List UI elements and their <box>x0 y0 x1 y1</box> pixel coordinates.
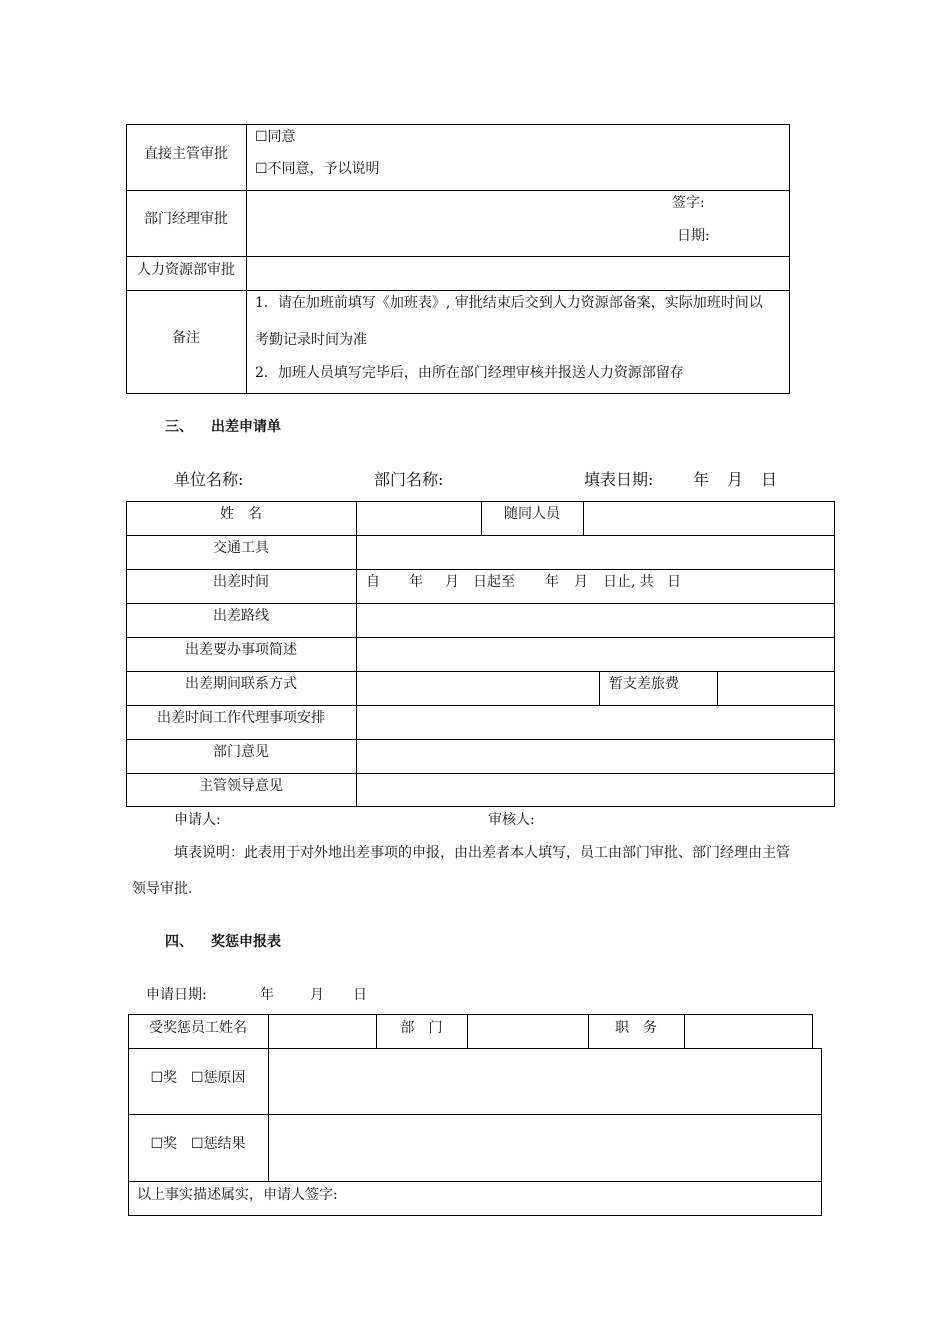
trip-row-line <box>126 569 835 570</box>
approval-table <box>126 124 790 394</box>
section-4-title: 奖惩申报表 <box>211 934 281 950</box>
dept-name-label: 部门名称: <box>374 470 444 489</box>
approval-table-divider <box>246 124 247 394</box>
hr-approval-label: 人力资源部审批 <box>137 262 235 278</box>
employee-name-label: 受奖惩员工姓名 <box>149 1020 247 1036</box>
reward-body-divider <box>268 1048 269 1182</box>
reward-body-line <box>128 1181 822 1182</box>
approval-row-line <box>126 190 790 191</box>
section-4-number: 四、 <box>165 934 193 950</box>
position-label: 职 务 <box>615 1020 657 1036</box>
remarks-label: 备注 <box>172 330 200 346</box>
fill-date-month: 月 <box>727 470 744 489</box>
fill-note-line-2: 领导审批. <box>132 881 193 897</box>
trip-row-line <box>126 603 835 604</box>
fill-date-day: 日 <box>761 470 778 489</box>
trip-time-label: 出差时间 <box>213 574 269 590</box>
summary-label: 出差要办事项简述 <box>185 642 297 658</box>
companions-label: 随同人员 <box>504 506 560 522</box>
trip-row-line <box>126 773 835 774</box>
trip-table-divider <box>356 501 357 807</box>
fill-date-label: 填表日期: <box>584 470 654 489</box>
fill-date-year: 年 <box>693 470 710 489</box>
reward-header-divider <box>268 1014 269 1049</box>
time-days: 日 <box>667 574 681 590</box>
section-3-number: 三、 <box>165 419 193 435</box>
time-day-to: 日止, 共 <box>603 574 654 590</box>
disagree-checkbox[interactable]: ☐不同意，予以说明 <box>255 161 380 177</box>
contact-label: 出差期间联系方式 <box>185 676 297 692</box>
reward-body-line <box>128 1114 822 1115</box>
declaration-text: 以上事实描述属实，申请人签字: <box>137 1187 338 1203</box>
trip-row-line <box>126 739 835 740</box>
name-label: 姓 名 <box>220 506 262 522</box>
transport-label: 交通工具 <box>213 540 269 556</box>
reviewer-label: 审核人: <box>488 812 535 828</box>
time-year-1: 年 <box>409 574 423 590</box>
deputy-label: 出差时间工作代理事项安排 <box>157 710 325 726</box>
dept-opinion-label: 部门意见 <box>213 744 269 760</box>
apply-date-month: 月 <box>310 987 324 1003</box>
supervisor-approval-label: 直接主管审批 <box>144 146 228 162</box>
signature-label: 签字: <box>672 195 705 211</box>
apply-date-year: 年 <box>260 987 274 1003</box>
remark-1-line-1: 1．请在加班前填写《加班表》, 审批结束后交到人力资源部备案，实际加班时间以 <box>255 295 763 311</box>
time-day-from: 日起至 <box>473 574 515 590</box>
remark-2: 2．加班人员填写完毕后，由所在部门经理审核并报送人力资源部留存 <box>255 365 684 381</box>
manager-approval-label: 部门经理审批 <box>144 211 228 227</box>
trip-row-line <box>126 671 835 672</box>
companion-divider-right <box>583 501 584 535</box>
reward-reason-label[interactable]: ☐奖 ☐惩原因 <box>150 1070 246 1086</box>
section-3-title: 出差申请单 <box>211 419 281 435</box>
fill-note-line-1: 填表说明：此表用于对外地出差事项的申报，由出差者本人填写，员工由部门审批、部门经理由主管 <box>174 845 790 861</box>
advance-label: 暂支差旅费 <box>609 676 679 692</box>
approval-row-line <box>126 290 790 291</box>
advance-divider-left <box>599 671 600 705</box>
reward-header-divider <box>684 1014 685 1049</box>
reward-result-label[interactable]: ☐奖 ☐惩结果 <box>150 1136 246 1152</box>
department-label: 部 门 <box>400 1020 443 1036</box>
approval-row-line <box>126 256 790 257</box>
date-label: 日期: <box>677 228 710 244</box>
trip-row-line <box>126 637 835 638</box>
trip-row-line <box>126 535 835 536</box>
time-month-2: 月 <box>574 574 588 590</box>
reward-header-divider <box>467 1014 468 1049</box>
advance-divider-right <box>717 671 718 705</box>
time-from: 自 <box>366 574 380 590</box>
agree-checkbox[interactable]: ☐同意 <box>255 129 296 145</box>
time-month-1: 月 <box>445 574 459 590</box>
applicant-label: 申请人: <box>174 812 221 828</box>
remark-1-line-2: 考勤记录时间为准 <box>255 332 367 348</box>
apply-date-label: 申请日期: <box>146 987 207 1003</box>
leader-opinion-label: 主管领导意见 <box>199 778 283 794</box>
time-year-2: 年 <box>545 574 559 590</box>
unit-name-label: 单位名称: <box>174 470 244 489</box>
route-label: 出差路线 <box>213 608 269 624</box>
apply-date-day: 日 <box>353 987 367 1003</box>
trip-row-line <box>126 705 835 706</box>
